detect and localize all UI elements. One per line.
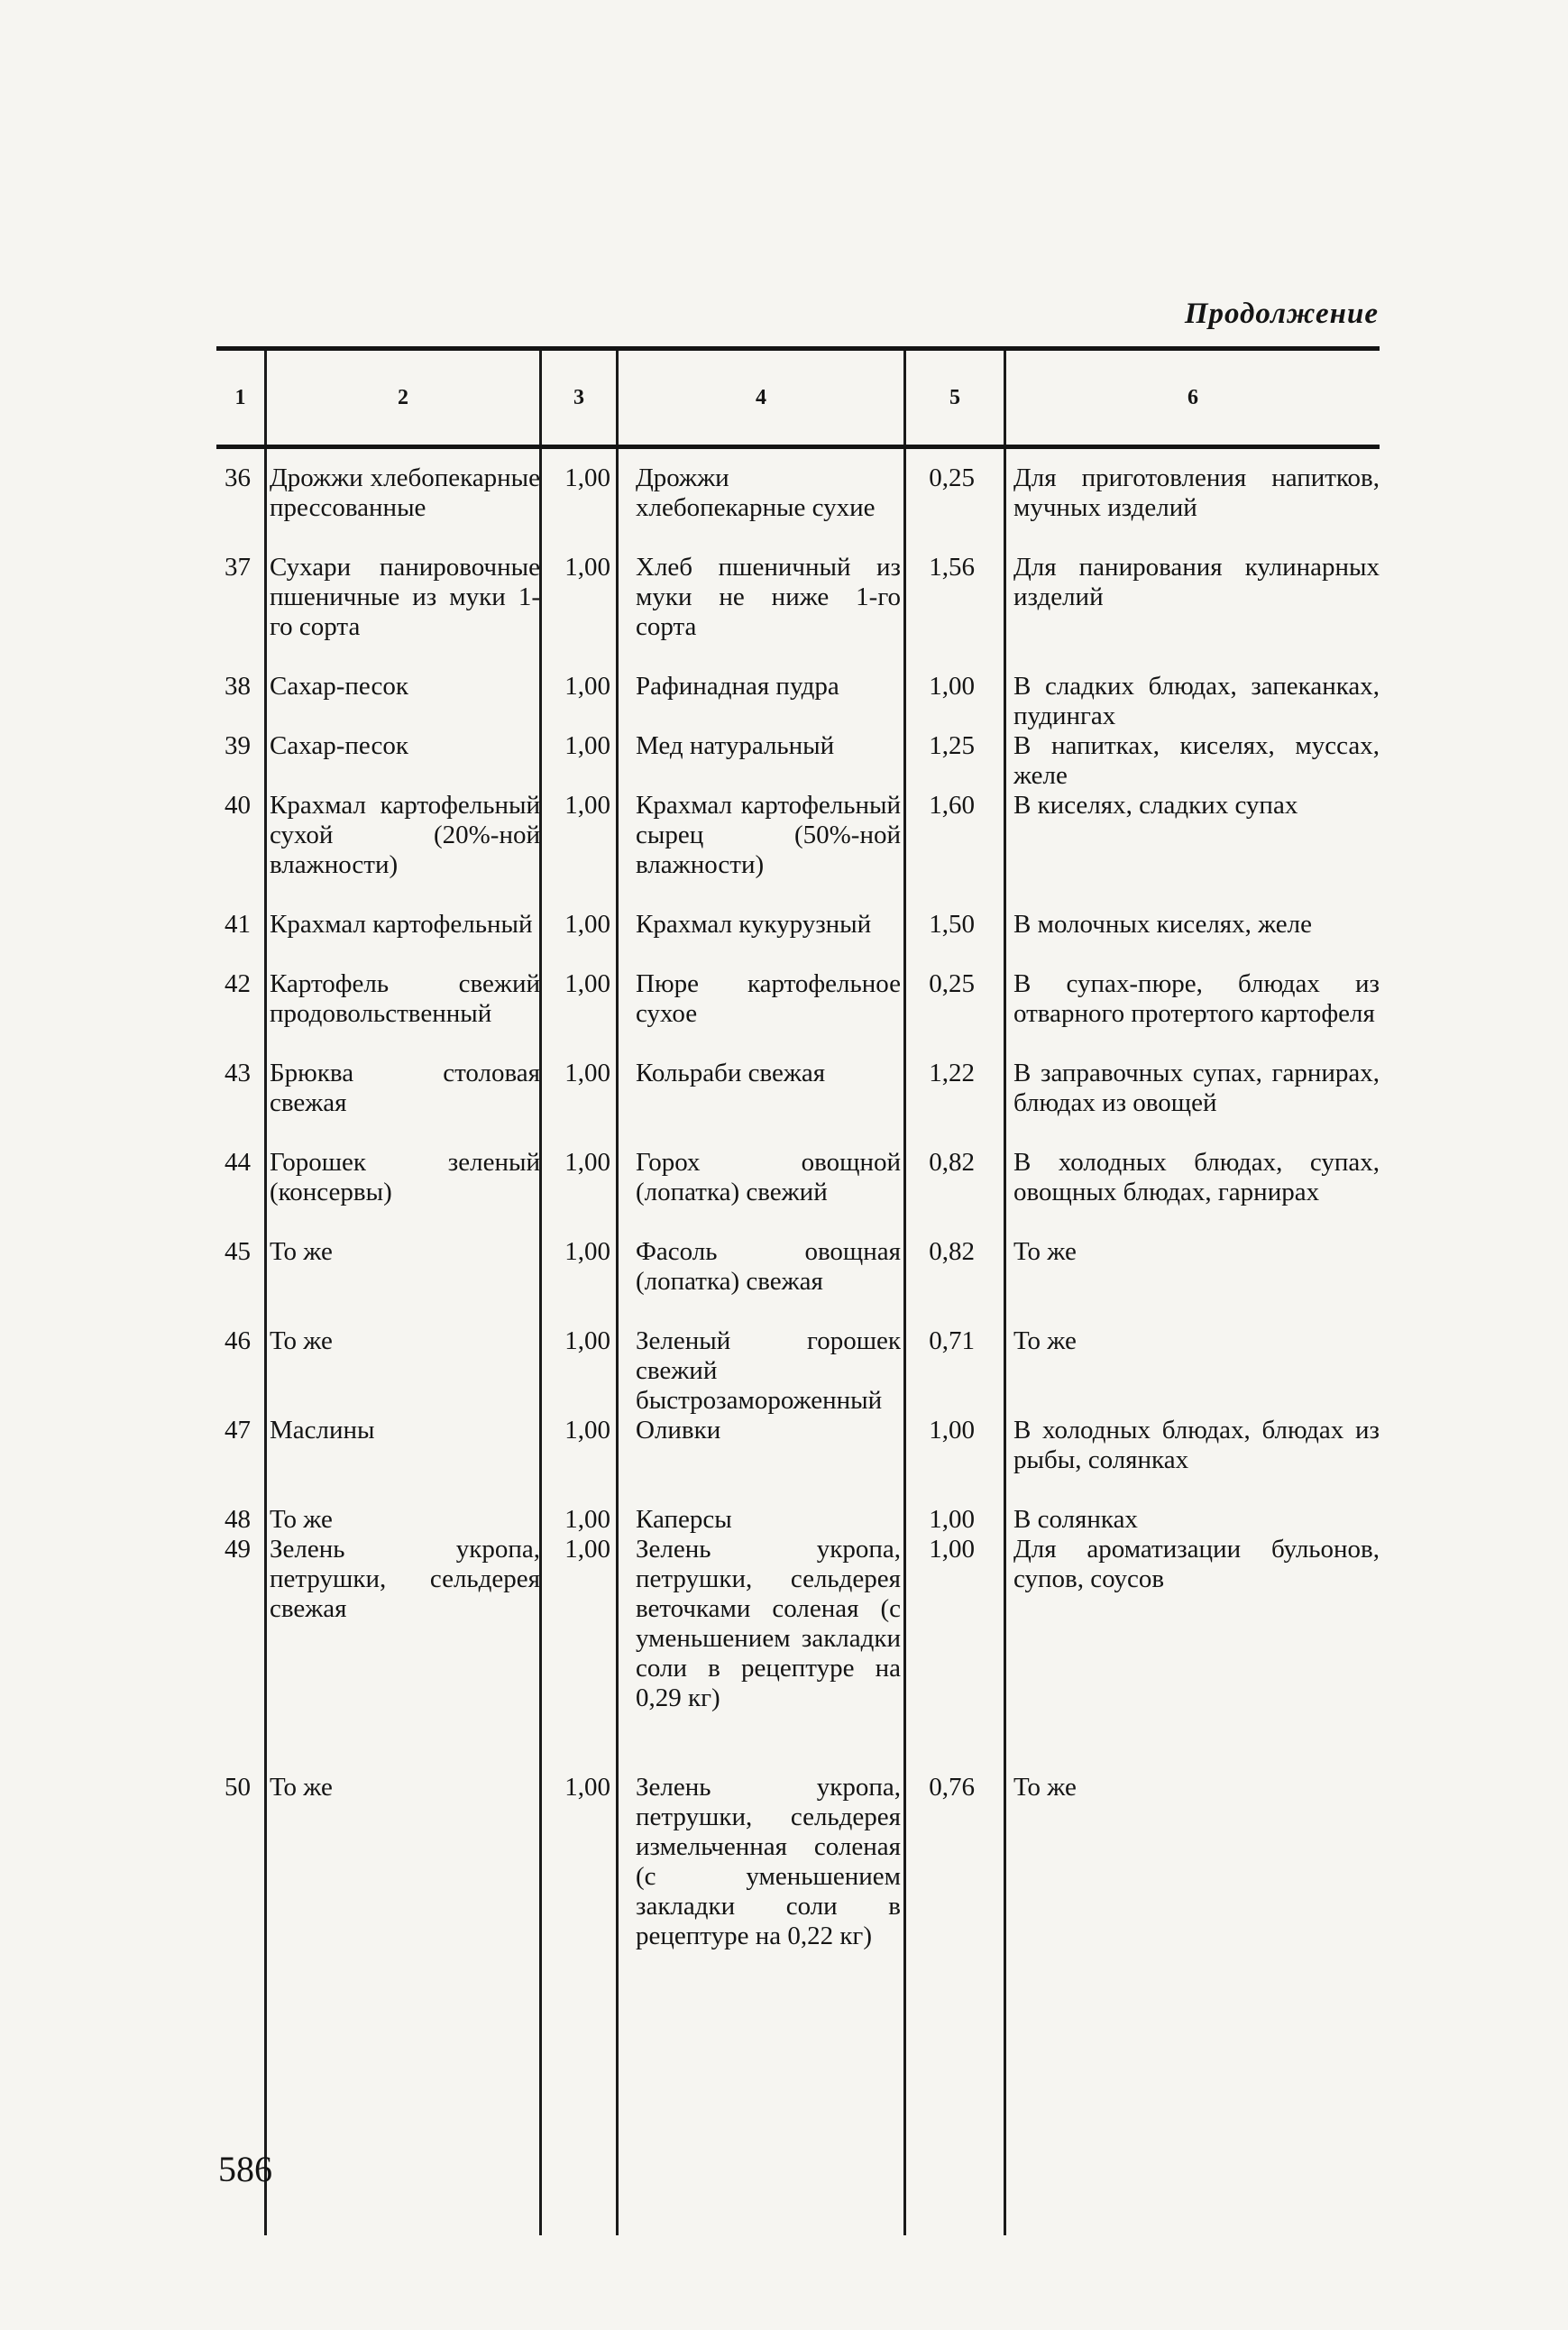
- product-cell: То же: [270, 1773, 333, 1802]
- column-header: 3: [573, 385, 584, 409]
- quantity-cell: 1,00: [564, 910, 610, 939]
- usage-cell: В киселях, сладких супах: [1013, 791, 1298, 820]
- equivalent-cell: 1,00: [929, 1535, 975, 1564]
- quantity-cell: 1,00: [564, 672, 610, 701]
- replacement-cell: Кольраби свежая: [636, 1059, 826, 1087]
- row-number: 44: [225, 1148, 251, 1177]
- column-divider: [903, 351, 906, 2235]
- equivalent-cell: 1,50: [929, 910, 975, 939]
- equivalent-cell: 0,76: [929, 1773, 975, 1802]
- column-header: 5: [949, 385, 960, 409]
- equivalent-cell: 0,25: [929, 463, 975, 492]
- usage-cell: Для приготовления напитков, мучных изделий: [1013, 463, 1380, 522]
- row-number: 48: [225, 1505, 251, 1534]
- replacement-cell: Рафинадная пудра: [636, 672, 839, 701]
- usage-cell: В холодных блюдах, супах, овощных блюдах, гарнирах: [1013, 1148, 1380, 1206]
- quantity-cell: 1,00: [564, 1773, 610, 1802]
- product-cell: То же: [270, 1237, 333, 1266]
- usage-cell: То же: [1013, 1237, 1077, 1266]
- quantity-cell: 1,00: [564, 731, 610, 760]
- quantity-cell: 1,00: [564, 1326, 610, 1355]
- column-header: 1: [234, 385, 246, 409]
- usage-cell: В холодных блюдах, блюдах из рыбы, солянках: [1013, 1416, 1380, 1474]
- equivalent-cell: 1,25: [929, 731, 975, 760]
- usage-cell: В напитках, киселях, муссах, желе: [1013, 731, 1380, 790]
- equivalent-cell: 1,00: [929, 672, 975, 701]
- row-number: 39: [225, 731, 251, 760]
- quantity-cell: 1,00: [564, 1505, 610, 1534]
- replacement-cell: Зелень укропа, петрушки, сельдерея измельченная соленая (с уменьшением закладки соли в рецептуре на 0,22 кг): [636, 1773, 901, 1950]
- usage-cell: В молочных киселях, желе: [1013, 910, 1313, 939]
- replacement-cell: Пюре картофельное сухое: [636, 969, 901, 1028]
- product-cell: Зелень укропа, петрушки, сельдерея свежая: [270, 1535, 540, 1623]
- usage-cell: В супах-пюре, блюдах из отварного протертого картофеля: [1013, 969, 1380, 1028]
- quantity-cell: 1,00: [564, 463, 610, 492]
- replacement-cell: Зеленый горошек свежий быстрозамороженный: [636, 1326, 901, 1415]
- replacement-cell: Дрожжи хлебопекарные сухие: [636, 463, 876, 522]
- usage-cell: То же: [1013, 1773, 1077, 1802]
- product-cell: Крахмал картофельный: [270, 910, 533, 939]
- usage-cell: В солянках: [1013, 1505, 1138, 1534]
- quantity-cell: 1,00: [564, 969, 610, 998]
- row-number: 41: [225, 910, 251, 939]
- product-cell: Сахар-песок: [270, 672, 408, 701]
- usage-cell: Для панирования кулинарных изделий: [1013, 553, 1380, 611]
- equivalent-cell: 1,00: [929, 1416, 975, 1445]
- row-number: 49: [225, 1535, 251, 1564]
- replacement-cell: Горох овощной (лопатка) свежий: [636, 1148, 901, 1206]
- equivalent-cell: 1,60: [929, 791, 975, 820]
- continuation-caption: Продолжение: [1184, 298, 1379, 330]
- quantity-cell: 1,00: [564, 1059, 610, 1087]
- table-header-row: [216, 351, 1380, 445]
- product-cell: Горошек зеленый (консервы): [270, 1148, 540, 1206]
- product-cell: Маслины: [270, 1416, 375, 1445]
- column-divider: [264, 351, 267, 2235]
- column-divider: [616, 351, 619, 2235]
- row-number: 45: [225, 1237, 251, 1266]
- row-number: 36: [225, 463, 251, 492]
- quantity-cell: 1,00: [564, 553, 610, 582]
- replacement-cell: Крахмал картофельный сырец (50%-ной влажности): [636, 791, 901, 879]
- replacement-cell: Крахмал кукурузный: [636, 910, 872, 939]
- row-number: 37: [225, 553, 251, 582]
- equivalent-cell: 1,22: [929, 1059, 975, 1087]
- table-header-rule: [216, 445, 1380, 449]
- row-number: 38: [225, 672, 251, 701]
- replacement-cell: Фасоль овощная (лопатка) свежая: [636, 1237, 901, 1296]
- quantity-cell: 1,00: [564, 1416, 610, 1445]
- row-number: 46: [225, 1326, 251, 1355]
- quantity-cell: 1,00: [564, 791, 610, 820]
- page-number: 586: [218, 2149, 272, 2189]
- replacement-cell: Хлеб пшеничный из муки не ниже 1-го сорта: [636, 553, 901, 641]
- replacement-cell: Оливки: [636, 1416, 721, 1445]
- usage-cell: В заправочных супах, гарнирах, блюдах из овощей: [1013, 1059, 1380, 1117]
- equivalent-cell: 0,82: [929, 1148, 975, 1177]
- product-cell: Сухари панировочные пшеничные из муки 1-го сорта: [270, 553, 540, 641]
- equivalent-cell: 0,71: [929, 1326, 975, 1355]
- quantity-cell: 1,00: [564, 1237, 610, 1266]
- row-number: 47: [225, 1416, 251, 1445]
- replacement-cell: Каперсы: [636, 1505, 732, 1534]
- quantity-cell: 1,00: [564, 1148, 610, 1177]
- usage-cell: В сладких блюдах, запеканках, пудингах: [1013, 672, 1380, 730]
- product-cell: Дрожжи хлебопекарные прессованные: [270, 463, 540, 522]
- equivalent-cell: 1,00: [929, 1505, 975, 1534]
- replacement-cell: Зелень укропа, петрушки, сельдерея веточками соленая (с уменьшением закладки соли в рецептуре на 0,29 кг): [636, 1535, 901, 1712]
- equivalent-cell: 1,56: [929, 553, 975, 582]
- equivalent-cell: 0,82: [929, 1237, 975, 1266]
- product-cell: Крахмал картофельный сухой (20%-ной влажности): [270, 791, 540, 879]
- row-number: 50: [225, 1773, 251, 1802]
- product-cell: То же: [270, 1326, 333, 1355]
- product-cell: Картофель свежий продовольственный: [270, 969, 540, 1028]
- column-divider: [1004, 351, 1006, 2235]
- row-number: 42: [225, 969, 251, 998]
- column-header: 2: [398, 385, 408, 409]
- row-number: 40: [225, 791, 251, 820]
- product-cell: Брюква столовая свежая: [270, 1059, 540, 1117]
- usage-cell: Для ароматизации бульонов, супов, соусов: [1013, 1535, 1380, 1593]
- product-cell: То же: [270, 1505, 333, 1534]
- column-header: 4: [756, 385, 766, 409]
- usage-cell: То же: [1013, 1326, 1077, 1355]
- quantity-cell: 1,00: [564, 1535, 610, 1564]
- replacement-cell: Мед натуральный: [636, 731, 835, 760]
- product-cell: Сахар-песок: [270, 731, 408, 760]
- column-header: 6: [1187, 385, 1198, 409]
- row-number: 43: [225, 1059, 251, 1087]
- equivalent-cell: 0,25: [929, 969, 975, 998]
